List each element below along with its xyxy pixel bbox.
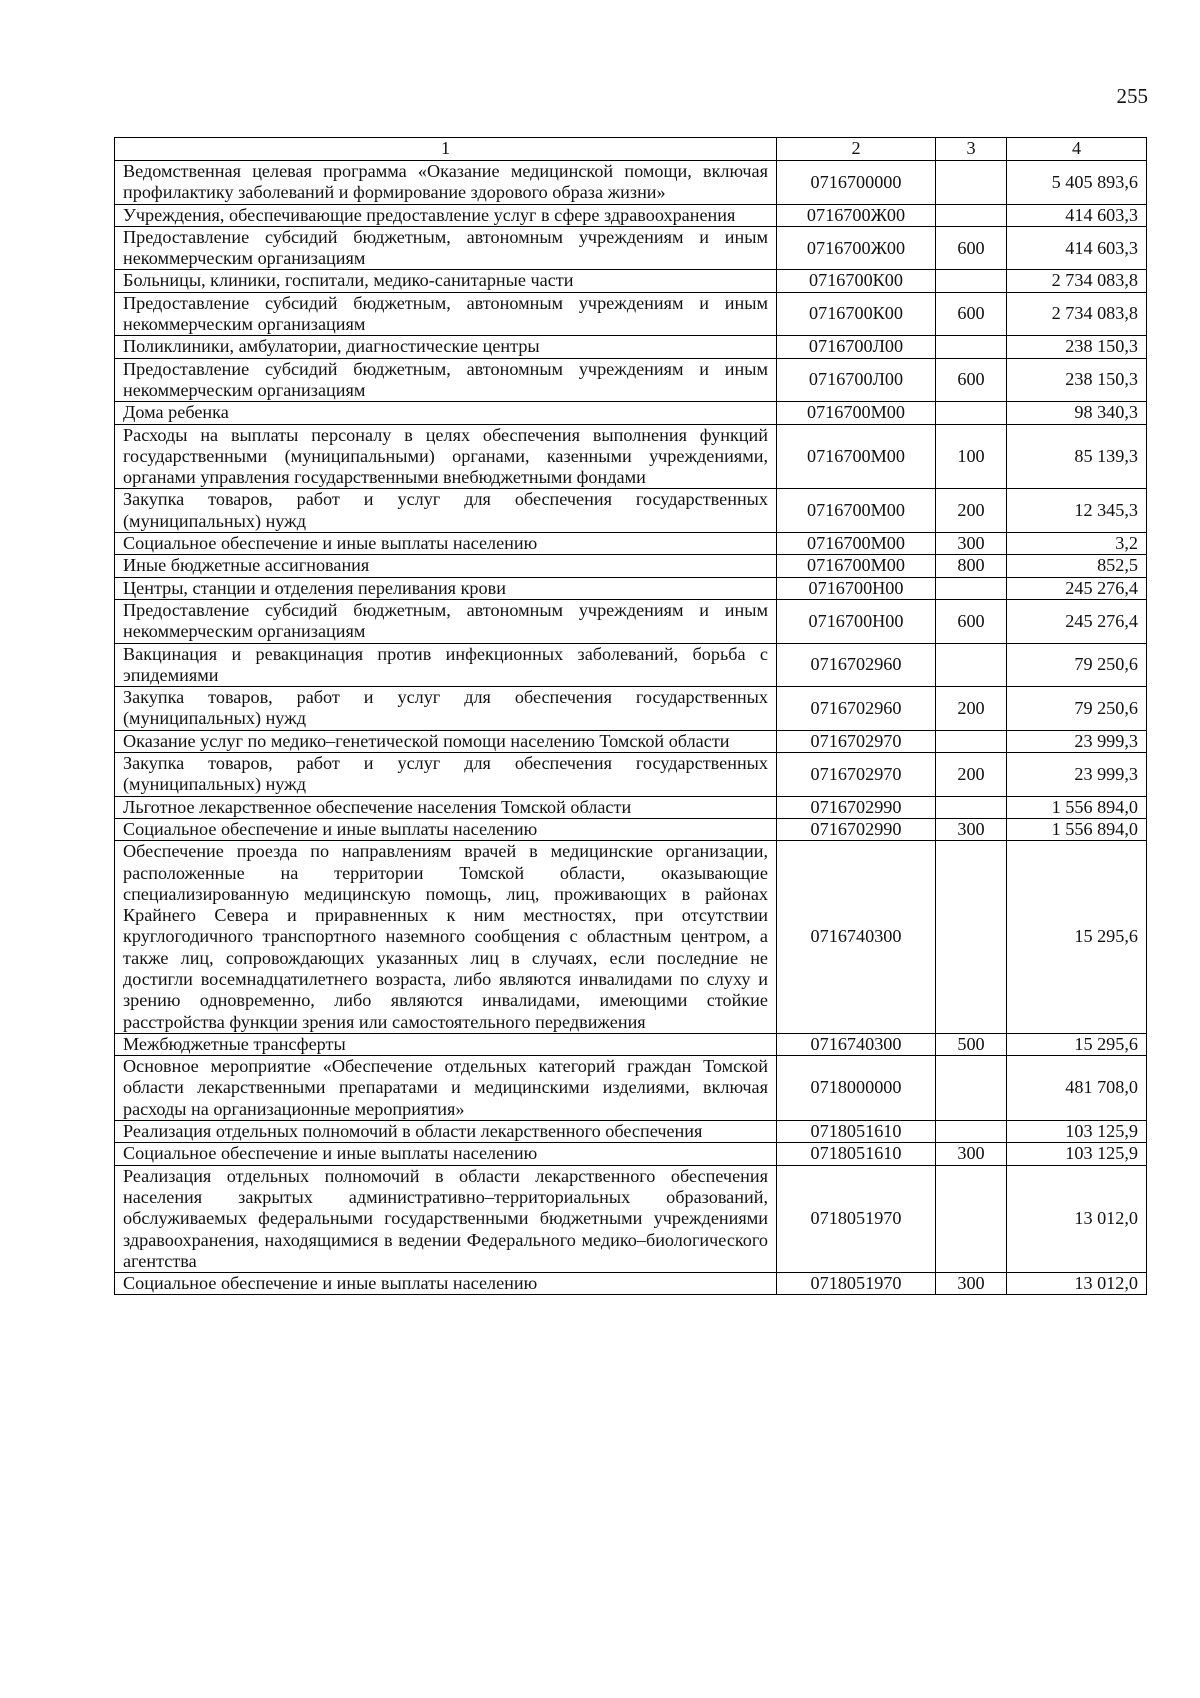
row-name: Реализация отдельных полномочий в области лекарственного обеспечения <box>115 1121 777 1143</box>
budget-table <box>114 137 1147 1295</box>
row-expense-type: 300 <box>936 533 1007 555</box>
row-name: Обеспечение проезда по направлениям врачей в медицинские организации, расположенные на территории Томской области, оказывающие специализированную медицинскую помощь, лиц, проживающих в районах Крайнего Севера и приравненных к ним местностях, при отсутствии круглогодичного транспортного наземного сообщения с областным центром, а также лиц, сопровождающих указанных лиц в случаях, если последние не достигли восемнадцатилетнего возраста, либо являются инвалидами по слуху и зрению одновременно, либо являются инвалидами, имеющими стойкие расстройства функции зрения или самостоятельного передвижения <box>115 841 777 1034</box>
row-expense-type: 600 <box>936 292 1007 336</box>
row-expense-type: 600 <box>936 226 1007 270</box>
row-code: 0716702970 <box>777 753 936 797</box>
header-col-3: 3 <box>936 138 1007 161</box>
row-sum: 15 295,6 <box>1007 1033 1147 1055</box>
row-name: Дома ребенка <box>115 402 777 424</box>
row-name: Вакцинация и ревакцинация против инфекционных заболеваний, борьба с эпидемиями <box>115 643 777 687</box>
row-expense-type <box>936 841 1007 1034</box>
row-name: Социальное обеспечение и иные выплаты населению <box>115 1143 777 1165</box>
row-code: 0716700Л00 <box>777 358 936 402</box>
row-expense-type <box>936 643 1007 687</box>
row-sum: 852,5 <box>1007 555 1147 577</box>
row-code: 0716700000 <box>777 161 936 205</box>
row-code: 0716700М00 <box>777 489 936 533</box>
row-code: 0716702990 <box>777 796 936 818</box>
header-col-2: 2 <box>777 138 936 161</box>
row-sum: 23 999,3 <box>1007 730 1147 752</box>
row-code: 0718000000 <box>777 1056 936 1121</box>
row-code: 0718051970 <box>777 1165 936 1272</box>
row-sum: 13 012,0 <box>1007 1273 1147 1295</box>
row-name: Социальное обеспечение и иные выплаты населению <box>115 818 777 840</box>
table-row <box>115 687 1147 731</box>
table-row <box>115 643 1147 687</box>
row-expense-type: 200 <box>936 687 1007 731</box>
table-row <box>115 1033 1147 1055</box>
row-expense-type <box>936 270 1007 292</box>
table-row <box>115 270 1147 292</box>
row-name: Социальное обеспечение и иные выплаты населению <box>115 1273 777 1295</box>
row-name: Больницы, клиники, госпитали, медико-санитарные части <box>115 270 777 292</box>
row-expense-type <box>936 796 1007 818</box>
row-name: Оказание услуг по медико–генетической помощи населению Томской области <box>115 730 777 752</box>
row-sum: 85 139,3 <box>1007 424 1147 489</box>
row-sum: 79 250,6 <box>1007 687 1147 731</box>
row-expense-type: 500 <box>936 1033 1007 1055</box>
table-row <box>115 358 1147 402</box>
table-row <box>115 841 1147 1034</box>
row-expense-type <box>936 402 1007 424</box>
table-row <box>115 489 1147 533</box>
row-code: 0716700Н00 <box>777 577 936 599</box>
row-code: 0718051610 <box>777 1143 936 1165</box>
row-expense-type: 200 <box>936 489 1007 533</box>
row-expense-type <box>936 336 1007 358</box>
row-code: 0716740300 <box>777 841 936 1034</box>
row-name: Закупка товаров, работ и услуг для обеспечения государственных (муниципальных) нужд <box>115 489 777 533</box>
row-code: 0716702990 <box>777 818 936 840</box>
row-sum: 3,2 <box>1007 533 1147 555</box>
row-code: 0716700Ж00 <box>777 204 936 226</box>
table-row <box>115 226 1147 270</box>
row-expense-type <box>936 1121 1007 1143</box>
row-expense-type <box>936 577 1007 599</box>
row-sum: 15 295,6 <box>1007 841 1147 1034</box>
row-code: 0716700М00 <box>777 533 936 555</box>
row-code: 0716700К00 <box>777 270 936 292</box>
row-name: Закупка товаров, работ и услуг для обеспечения государственных (муниципальных) нужд <box>115 687 777 731</box>
row-expense-type <box>936 1165 1007 1272</box>
table-row <box>115 1165 1147 1272</box>
row-name: Закупка товаров, работ и услуг для обеспечения государственных (муниципальных) нужд <box>115 753 777 797</box>
row-code: 0716702960 <box>777 687 936 731</box>
row-sum: 1 556 894,0 <box>1007 796 1147 818</box>
table-row <box>115 1121 1147 1143</box>
row-sum: 2 734 083,8 <box>1007 270 1147 292</box>
row-name: Основное мероприятие «Обеспечение отдельных категорий граждан Томской области лекарственными препаратами и медицинскими изделиями, включая расходы на организационные мероприятия» <box>115 1056 777 1121</box>
header-col-1: 1 <box>115 138 777 161</box>
table-row <box>115 336 1147 358</box>
row-code: 0716702960 <box>777 643 936 687</box>
row-name: Реализация отдельных полномочий в области лекарственного обеспечения населения закрытых административно–территориальных образований, обслуживаемых федеральными государственными бюджетными учреждениями здравоохранения, находящимися в ведении Федерального медико–биологического агентства <box>115 1165 777 1272</box>
row-expense-type <box>936 730 1007 752</box>
row-sum: 245 276,4 <box>1007 577 1147 599</box>
row-name: Социальное обеспечение и иные выплаты населению <box>115 533 777 555</box>
row-sum: 238 150,3 <box>1007 336 1147 358</box>
row-sum: 98 340,3 <box>1007 402 1147 424</box>
table-row <box>115 424 1147 489</box>
row-code: 0716740300 <box>777 1033 936 1055</box>
row-expense-type <box>936 161 1007 205</box>
row-name: Поликлиники, амбулатории, диагностические центры <box>115 336 777 358</box>
row-name: Предоставление субсидий бюджетным, автономным учреждениям и иным некоммерческим организациям <box>115 599 777 643</box>
row-sum: 12 345,3 <box>1007 489 1147 533</box>
row-sum: 1 556 894,0 <box>1007 818 1147 840</box>
table-row <box>115 1143 1147 1165</box>
table-row <box>115 533 1147 555</box>
row-sum: 2 734 083,8 <box>1007 292 1147 336</box>
header-col-4: 4 <box>1007 138 1147 161</box>
page-number: 255 <box>1116 84 1148 108</box>
row-sum: 414 603,3 <box>1007 204 1147 226</box>
row-sum: 103 125,9 <box>1007 1143 1147 1165</box>
table-row <box>115 577 1147 599</box>
row-sum: 23 999,3 <box>1007 753 1147 797</box>
row-expense-type: 800 <box>936 555 1007 577</box>
row-name: Учреждения, обеспечивающие предоставление услуг в сфере здравоохранения <box>115 204 777 226</box>
table-row <box>115 1273 1147 1295</box>
row-code: 0718051970 <box>777 1273 936 1295</box>
row-sum: 238 150,3 <box>1007 358 1147 402</box>
table-row <box>115 204 1147 226</box>
row-expense-type <box>936 1056 1007 1121</box>
table-row <box>115 292 1147 336</box>
table-row <box>115 818 1147 840</box>
row-expense-type: 600 <box>936 358 1007 402</box>
table-row <box>115 1056 1147 1121</box>
row-sum: 103 125,9 <box>1007 1121 1147 1143</box>
row-name: Ведомственная целевая программа «Оказание медицинской помощи, включая профилактику заболеваний и формирование здорового образа жизни» <box>115 161 777 205</box>
table-row <box>115 555 1147 577</box>
row-sum: 245 276,4 <box>1007 599 1147 643</box>
table-header-row <box>115 138 1147 161</box>
row-expense-type <box>936 204 1007 226</box>
table-row <box>115 161 1147 205</box>
table-row <box>115 796 1147 818</box>
row-name: Центры, станции и отделения переливания крови <box>115 577 777 599</box>
row-name: Расходы на выплаты персоналу в целях обеспечения выполнения функций государственными (муниципальными) органами, казенными учреждениями, органами управления государственными внебюджетными фондами <box>115 424 777 489</box>
row-code: 0716702970 <box>777 730 936 752</box>
row-code: 0716700М00 <box>777 402 936 424</box>
row-name: Иные бюджетные ассигнования <box>115 555 777 577</box>
row-expense-type: 300 <box>936 1143 1007 1165</box>
row-expense-type: 300 <box>936 1273 1007 1295</box>
row-sum: 5 405 893,6 <box>1007 161 1147 205</box>
row-code: 0716700Л00 <box>777 336 936 358</box>
row-code: 0716700М00 <box>777 555 936 577</box>
row-code: 0716700Н00 <box>777 599 936 643</box>
table-row <box>115 753 1147 797</box>
row-code: 0718051610 <box>777 1121 936 1143</box>
table-row <box>115 599 1147 643</box>
row-sum: 481 708,0 <box>1007 1056 1147 1121</box>
row-code: 0716700Ж00 <box>777 226 936 270</box>
row-expense-type: 100 <box>936 424 1007 489</box>
row-code: 0716700К00 <box>777 292 936 336</box>
row-sum: 414 603,3 <box>1007 226 1147 270</box>
table-row <box>115 730 1147 752</box>
row-code: 0716700М00 <box>777 424 936 489</box>
row-expense-type: 600 <box>936 599 1007 643</box>
row-sum: 13 012,0 <box>1007 1165 1147 1272</box>
row-name: Предоставление субсидий бюджетным, автономным учреждениям и иным некоммерческим организациям <box>115 292 777 336</box>
row-name: Межбюджетные трансферты <box>115 1033 777 1055</box>
table-row <box>115 402 1147 424</box>
row-name: Льготное лекарственное обеспечение населения Томской области <box>115 796 777 818</box>
row-sum: 79 250,6 <box>1007 643 1147 687</box>
row-name: Предоставление субсидий бюджетным, автономным учреждениям и иным некоммерческим организациям <box>115 358 777 402</box>
row-expense-type: 300 <box>936 818 1007 840</box>
row-name: Предоставление субсидий бюджетным, автономным учреждениям и иным некоммерческим организациям <box>115 226 777 270</box>
row-expense-type: 200 <box>936 753 1007 797</box>
